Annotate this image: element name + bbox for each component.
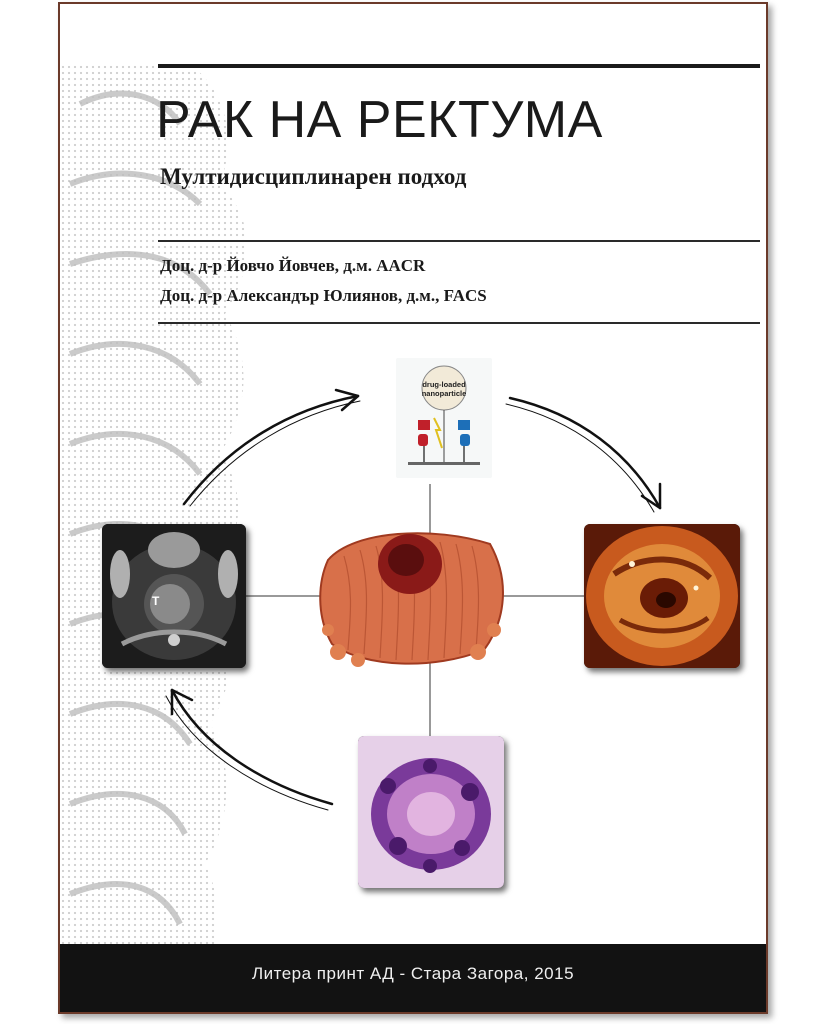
arrow-mri-to-therapy — [184, 396, 358, 504]
publisher-footer — [60, 944, 766, 1012]
book-subtitle: Мултидисциплинарен подход — [160, 164, 467, 189]
arrow-histology-to-mri — [172, 690, 332, 804]
authors-top-rule — [158, 240, 760, 242]
nanoparticle-schematic — [396, 358, 492, 478]
endoscopy-image — [584, 524, 740, 668]
mri-image — [102, 524, 246, 668]
arrow-therapy-to-endoscopy — [510, 398, 660, 508]
nanoparticle-label: drug-loaded nanoparticle — [421, 380, 467, 398]
rectal-specimen-image — [314, 520, 510, 670]
histology-image — [358, 736, 504, 888]
publisher-line: Литера принт АД - Стара Загора, 2015 — [251, 964, 575, 983]
author-1: Доц. д-р Йовчо Йовчев, д.м. AACR — [160, 256, 426, 275]
book-cover — [58, 2, 768, 1014]
author-2: Доц. д-р Александър Юлиянов, д.м., FACS — [160, 286, 487, 305]
top-rule — [158, 64, 760, 68]
multidisciplinary-diagram — [60, 344, 766, 904]
book-title: РАК НА РЕКТУМА — [156, 91, 603, 149]
mri-tumor-label: T — [152, 594, 160, 608]
authors-bottom-rule — [158, 322, 760, 324]
